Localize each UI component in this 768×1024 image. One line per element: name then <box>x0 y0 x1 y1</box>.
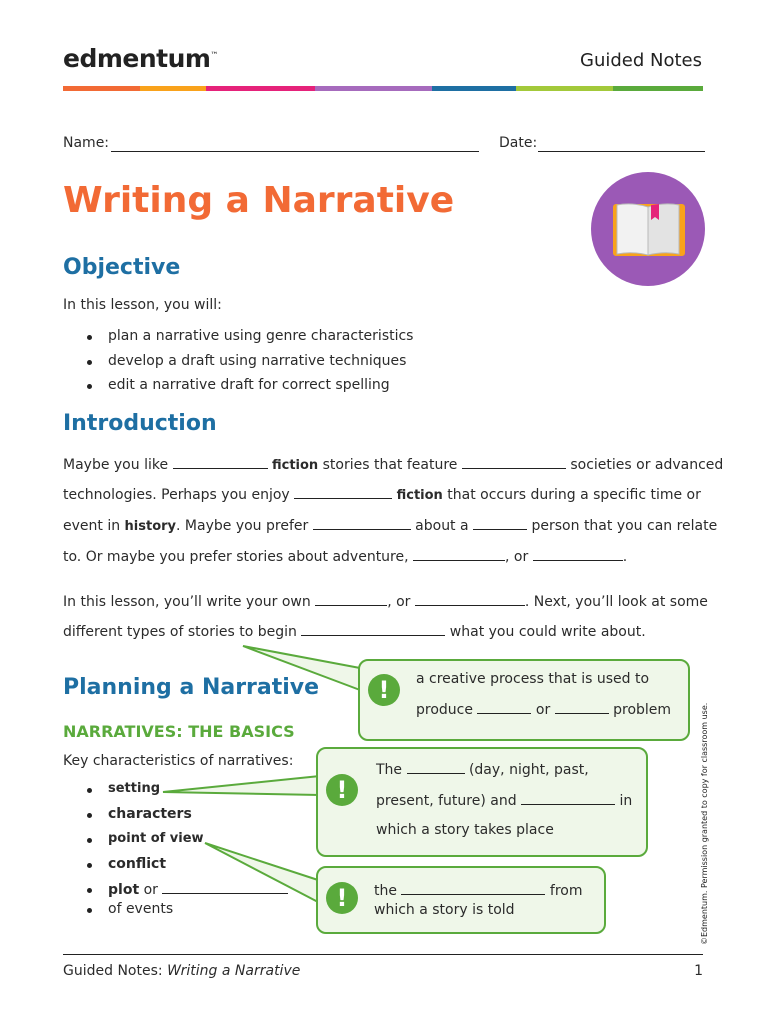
exclamation-icon: ! <box>326 774 358 806</box>
intro-para2-line-2: different types of stories to begin what you could write about. <box>63 624 646 640</box>
blank-field[interactable] <box>162 881 288 894</box>
planning-heading: Planning a Narrative <box>63 675 320 700</box>
footer-title: Guided Notes: Writing a Narrative <box>63 963 301 979</box>
exclamation-icon: ! <box>326 882 358 914</box>
callout-box: ! The (day, night, past, present, future) and in which a story takes place <box>316 747 648 857</box>
blank-field[interactable] <box>477 701 531 714</box>
list-item: edit a narrative draft for correct spelling <box>108 377 413 402</box>
edmentum-logo: edmentum™ <box>63 44 218 73</box>
intro-line-4: to. Or maybe you prefer stories about adventure, , or . <box>63 549 628 565</box>
intro-line-3: event in history. Maybe you prefer about a person that you can relate <box>63 518 718 534</box>
list-item: setting <box>108 781 288 806</box>
blank-field[interactable] <box>555 701 609 714</box>
list-item: characters <box>108 806 288 831</box>
key-characteristics-intro: Key characteristics of narratives: <box>63 753 294 769</box>
page-title: Writing a Narrative <box>63 180 455 221</box>
date-label: Date: <box>499 135 538 151</box>
list-item: plan a narrative using genre characteristics <box>108 328 413 353</box>
list-item: point of view <box>108 831 288 856</box>
intro-line-1: Maybe you like fiction stories that feature societies or advanced <box>63 457 724 473</box>
list-item: plot or <box>108 881 288 901</box>
page-number: 1 <box>694 963 703 979</box>
plot-tail: of events <box>108 901 288 921</box>
introduction-heading: Introduction <box>63 411 217 436</box>
intro-line-2: technologies. Perhaps you enjoy fiction that occurs during a specific time or <box>63 487 701 503</box>
objective-heading: Objective <box>63 255 181 280</box>
list-item: develop a draft using narrative techniques <box>108 353 413 378</box>
intro-para2-line-1: In this lesson, you’ll write your own , or . Next, you’ll look at some <box>63 594 708 610</box>
callout-box: ! the from which a story is told <box>316 866 606 934</box>
copyright-note: ©Edmentum. Permission granted to copy for classroom use. <box>700 702 709 945</box>
name-label: Name: <box>63 135 110 151</box>
list-item: conflict <box>108 856 288 881</box>
blank-field[interactable] <box>401 882 545 895</box>
footer-divider <box>63 954 703 955</box>
blank-field[interactable] <box>407 761 465 774</box>
objective-intro: In this lesson, you will: <box>63 297 222 313</box>
exclamation-icon: ! <box>368 674 400 706</box>
basics-subheading: NARRATIVES: THE BASICS <box>63 722 295 741</box>
document-type-label: Guided Notes <box>580 50 702 71</box>
blank-field[interactable] <box>521 792 615 805</box>
characteristics-list <box>108 781 288 921</box>
callout-box: ! a creative process that is used to produce or problem <box>358 659 690 741</box>
